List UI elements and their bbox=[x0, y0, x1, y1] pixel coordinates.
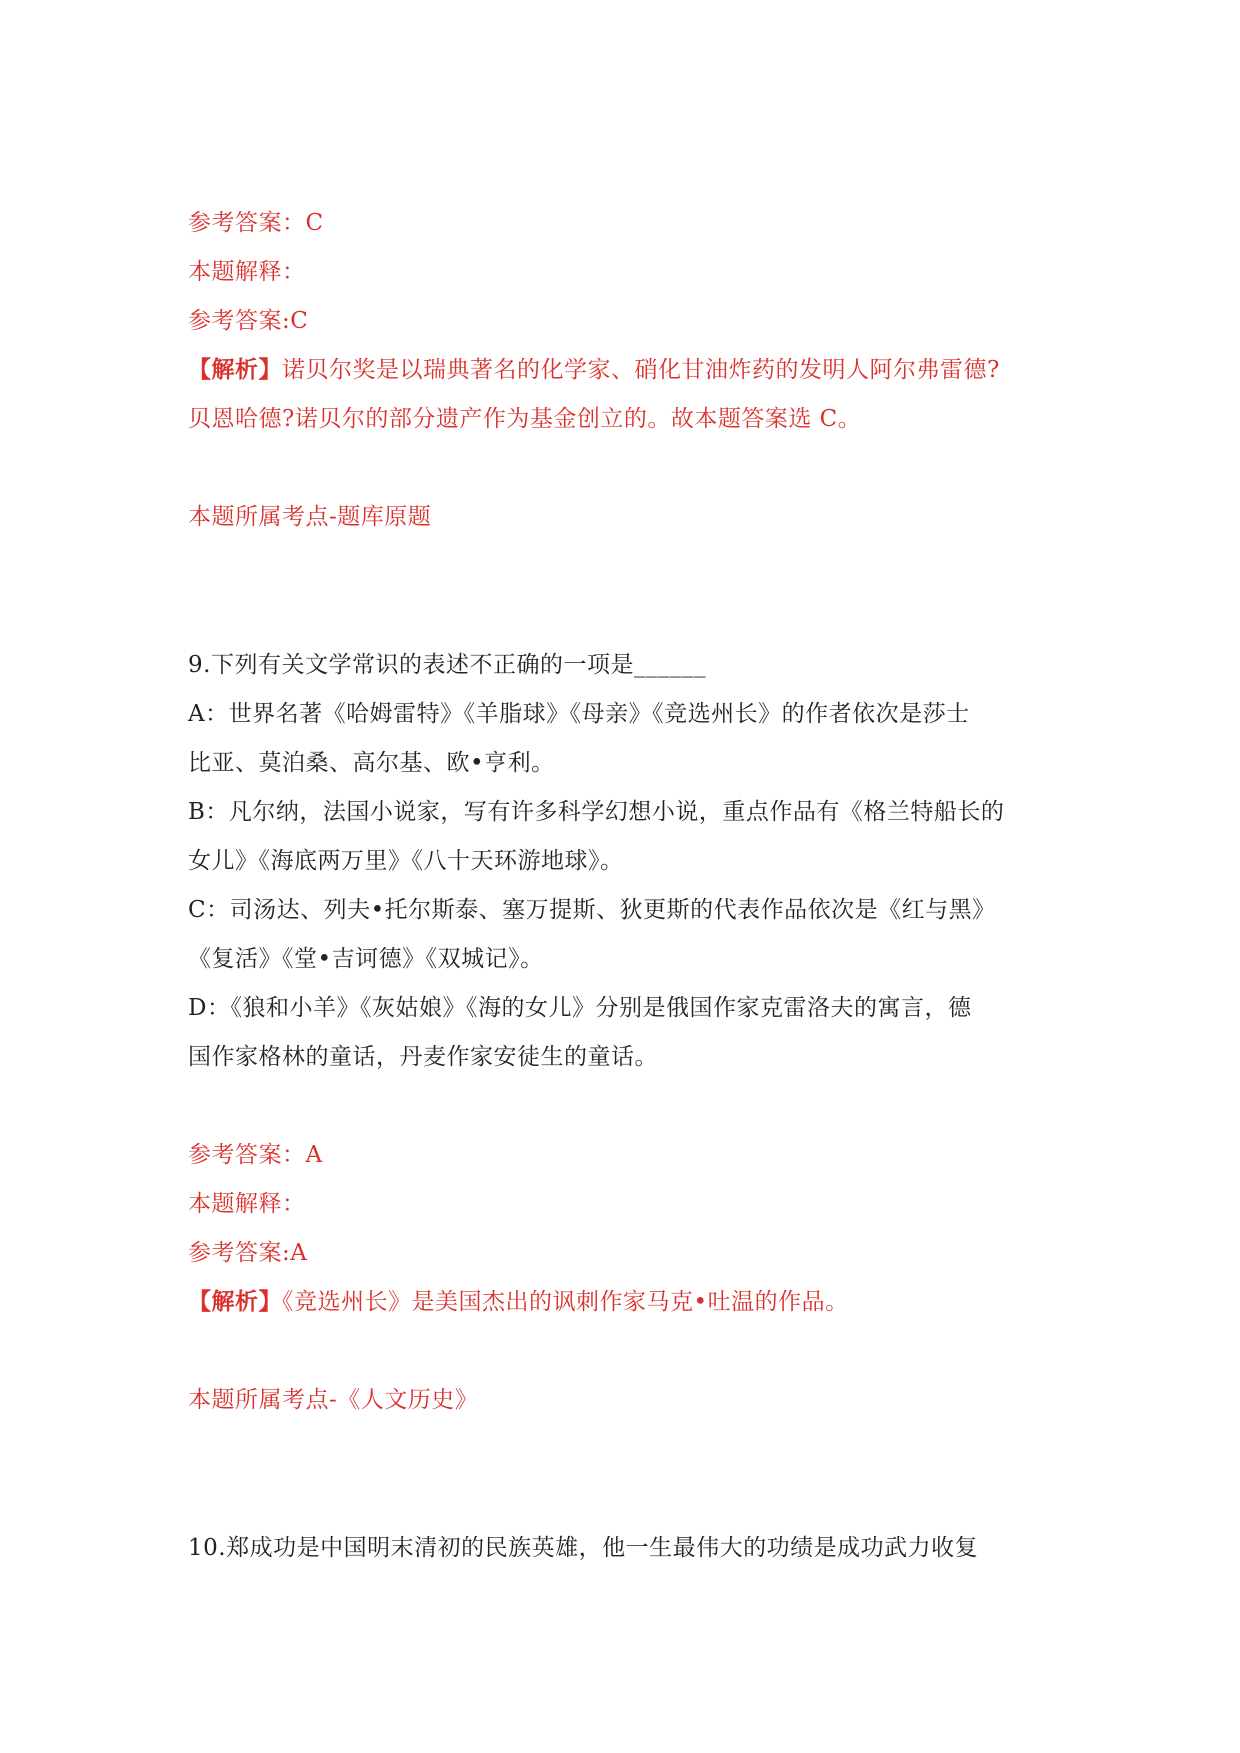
question-stem: 10.郑成功是中国明末清初的民族英雄，他一生最伟大的功绩是成功武力收复 bbox=[188, 1535, 979, 1561]
answer-repeat: 参考答案:A bbox=[188, 1240, 308, 1266]
topic-label: 本题所属考点-题库原题 bbox=[188, 504, 432, 530]
answer-repeat: 参考答案:C bbox=[188, 308, 309, 334]
option-d-line-2: 国作家格林的童话，丹麦作家安徒生的童话。 bbox=[188, 1044, 658, 1070]
option-d-line-1: D：《狼和小羊》《灰姑娘》《海的女儿》分别是俄国作家克雷洛夫的寓言，德 bbox=[188, 995, 972, 1021]
option-c-line-1: C：司汤达、列夫•托尔斯泰、塞万提斯、狄更斯的代表作品依次是《红与黑》 bbox=[188, 897, 996, 923]
option-c-line-2: 《复活》《堂•吉诃德》《双城记》。 bbox=[188, 946, 544, 972]
option-b-line-1: B：凡尔纳，法国小说家，写有许多科学幻想小说，重点作品有《格兰特船长的 bbox=[188, 799, 1005, 825]
analysis-paragraph-line-2: 贝恩哈德?诺贝尔的部分遗产作为基金创立的。故本题答案选 C。 bbox=[188, 406, 862, 432]
option-a-line-1: A：世界名著《哈姆雷特》《羊脂球》《母亲》《竞选州长》的作者依次是莎士 bbox=[188, 701, 970, 727]
explanation-label: 本题解释： bbox=[188, 259, 306, 285]
question-stem: 9.下列有关文学常识的表述不正确的一项是______ bbox=[188, 652, 706, 678]
option-a-line-2: 比亚、莫泊桑、高尔基、欧•亨利。 bbox=[188, 750, 555, 776]
analysis-tag: 【解析】 bbox=[188, 356, 282, 383]
answer-label: 参考答案：C bbox=[188, 210, 324, 236]
analysis-text: 诺贝尔奖是以瑞典著名的化学家、硝化甘油炸药的发明人阿尔弗雷德? bbox=[282, 357, 1000, 383]
explanation-label: 本题解释： bbox=[188, 1191, 306, 1217]
analysis-tag: 【解析】 bbox=[188, 1288, 282, 1315]
answer-label: 参考答案：A bbox=[188, 1142, 323, 1168]
option-b-line-2: 女儿》《海底两万里》《八十天环游地球》。 bbox=[188, 848, 624, 874]
analysis-paragraph-line-1 bbox=[188, 1287, 1058, 1317]
topic-label: 本题所属考点-《人文历史》 bbox=[188, 1387, 479, 1413]
analysis-text: 《竞选州长》是美国杰出的讽刺作家马克•吐温的作品。 bbox=[282, 1289, 849, 1315]
analysis-paragraph-line-1 bbox=[188, 355, 1058, 385]
